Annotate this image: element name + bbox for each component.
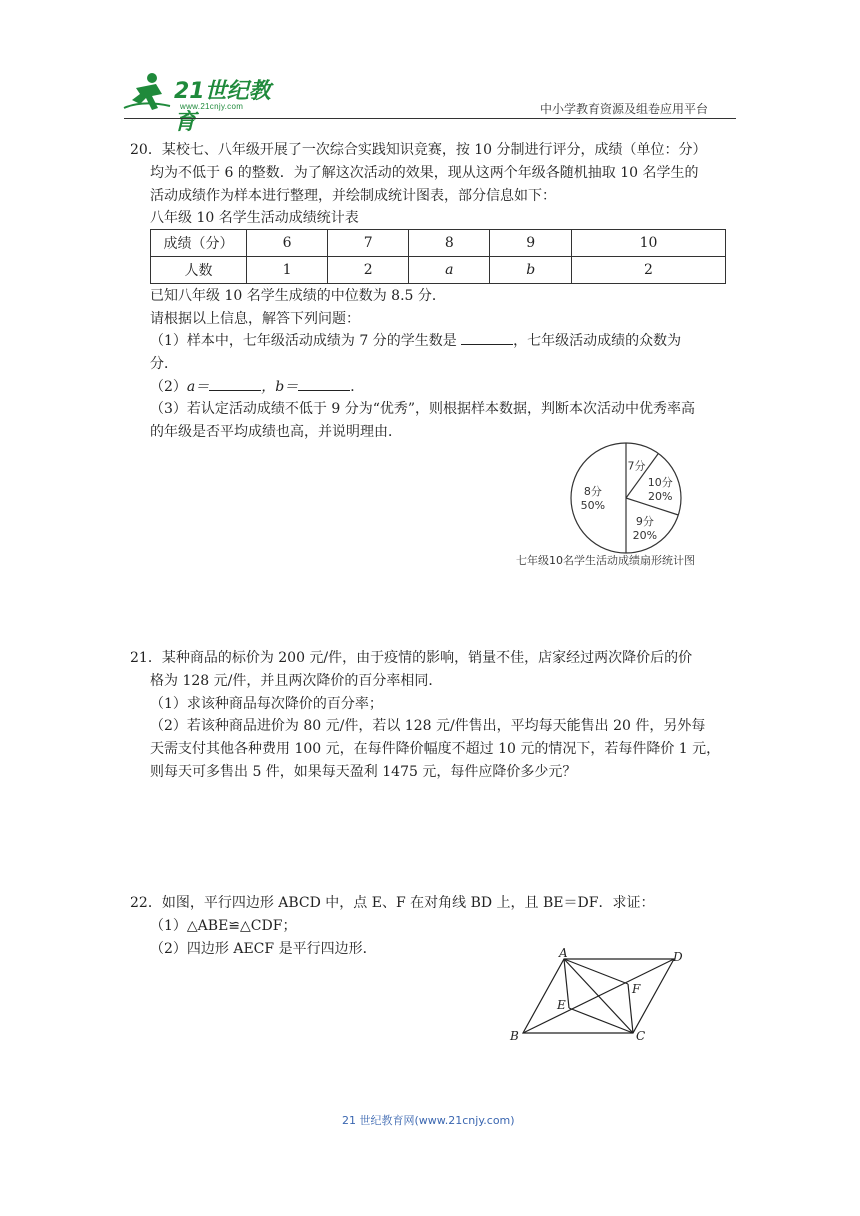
table-cell: 2 (571, 257, 725, 284)
q20-line3: 活动成绩作为样本进行整理，并绘制成统计图表，部分信息如下： (150, 188, 556, 204)
parallelogram-figure (506, 946, 706, 1046)
q20-line2: 均为不低于 6 的整数．为了解这次活动的效果，现从这两个年级各随机抽取 10 名学生的 (150, 165, 699, 181)
table-cell: 6 (247, 230, 328, 257)
point-label-f: F (632, 982, 641, 996)
table-cell: 9 (490, 230, 572, 257)
diagonal-ac (564, 959, 633, 1033)
q22-line3: （2）四边形 AECF 是平行四边形． (150, 941, 377, 957)
pie-slice-percent: 20% (632, 528, 658, 542)
q21-line1: 21．某种商品的标价为 200 元/件，由于疫情的影响，销量不佳，店家经过两次降价后的价 (130, 650, 693, 666)
pie-slice-label: 9分 (635, 514, 654, 528)
table-cell: b (490, 257, 572, 284)
q20-part2-a: a＝ (186, 379, 210, 395)
q20-part2-b: ，b＝ (261, 379, 299, 395)
q20-part3-line1: （3）若认定活动成绩不低于 9 分为“优秀”，则根据样本数据，判断本次活动中优秀率高 (150, 401, 696, 417)
table-header-cell: 成绩（分） (151, 230, 247, 257)
q21-line5: 天需支付其他各种费用 100 元，在每件降价幅度不超过 10 元的情况下，若每件降价 1 元， (150, 741, 721, 757)
pie-slice-label: 10分 (647, 476, 673, 490)
q20-part1-text2: ，七年级活动成绩的众数为 (513, 333, 682, 349)
q20-table-title: 八年级 10 名学生活动成绩统计表 (150, 210, 359, 226)
pie-slice-percent: 20% (648, 490, 673, 504)
answer-blank[interactable] (209, 376, 261, 391)
q20-part2-label: （2） (150, 379, 187, 395)
q20-part1-text: （1）样本中，七年级活动成绩为 7 分的学生数是 (150, 333, 457, 349)
q20-part1-end: 分． (150, 356, 178, 372)
header-rule (124, 118, 736, 119)
table-cell: 8 (409, 230, 490, 257)
pie-caption: 七年级10名学生活动成绩扇形统计图 (516, 554, 695, 567)
runner-logo-icon (122, 70, 174, 114)
point-label-b: B (510, 1029, 519, 1043)
q20-part2 (150, 375, 364, 399)
q20-median: 已知八年级 10 名学生成绩的中位数为 8.5 分． (150, 288, 446, 304)
q21-line6: 则每天可多售出 5 件，如果每天盈利 1475 元，每件应降价多少元？ (150, 764, 577, 780)
table-cell: 1 (247, 257, 328, 284)
point-label-a: A (559, 946, 568, 960)
logo (122, 70, 292, 135)
q20-part2-end: ． (350, 379, 365, 395)
table-row (151, 257, 726, 284)
point-label-d: D (673, 950, 683, 964)
pie-slice-label: 7分 (627, 459, 646, 473)
point-label-e: E (557, 998, 566, 1012)
q20-part1 (150, 329, 681, 353)
pie-slice-label: 8分 (583, 484, 602, 498)
q20-part3-line2: 的年级是否平均成绩也高，并说明理由． (150, 424, 402, 440)
table-cell: 2 (328, 257, 409, 284)
logo-text: 21世纪教育 (174, 79, 271, 135)
pie-slice-percent: 50% (580, 498, 606, 512)
table-header-cell: 人数 (151, 257, 247, 284)
q22-line2: （1）△ABE≌△CDF； (150, 918, 297, 934)
q21-line4: （2）若该种商品进价为 80 元/件，若以 128 元/件售出，平均每天能售出 20 件，另外每 (150, 718, 706, 734)
platform-name: 中小学教育资源及组卷应用平台 (540, 102, 709, 116)
table-cell: a (409, 257, 490, 284)
q20-line1: 20．某校七、八年级开展了一次综合实践知识竞赛，按 10 分制进行评分，成绩（单位：分） (130, 142, 707, 158)
q21-line2: 格为 128 元/件，并且两次降价的百分率相同． (150, 673, 443, 689)
grade-table (150, 229, 726, 284)
logo-url: www.21cnjy.com (180, 102, 244, 111)
table-cell: 10 (571, 230, 725, 257)
table-cell: 7 (328, 230, 409, 257)
footer-link[interactable]: 21 世纪教育网(www.21cnjy.com) (342, 1114, 515, 1127)
segment-ec (569, 1008, 633, 1033)
q20-ask: 请根据以上信息，解答下列问题： (150, 311, 360, 327)
answer-blank[interactable] (461, 330, 513, 345)
q21-line3: （1）求该种商品每次降价的百分率； (150, 696, 383, 712)
answer-blank[interactable] (298, 376, 350, 391)
table-row (151, 230, 726, 257)
point-label-c: C (636, 1029, 646, 1043)
segment-af (564, 959, 628, 984)
q22-line1: 22．如图，平行四边形 ABCD 中，点 E、F 在对角线 BD 上，且 BE＝DF．求证： (130, 895, 655, 911)
